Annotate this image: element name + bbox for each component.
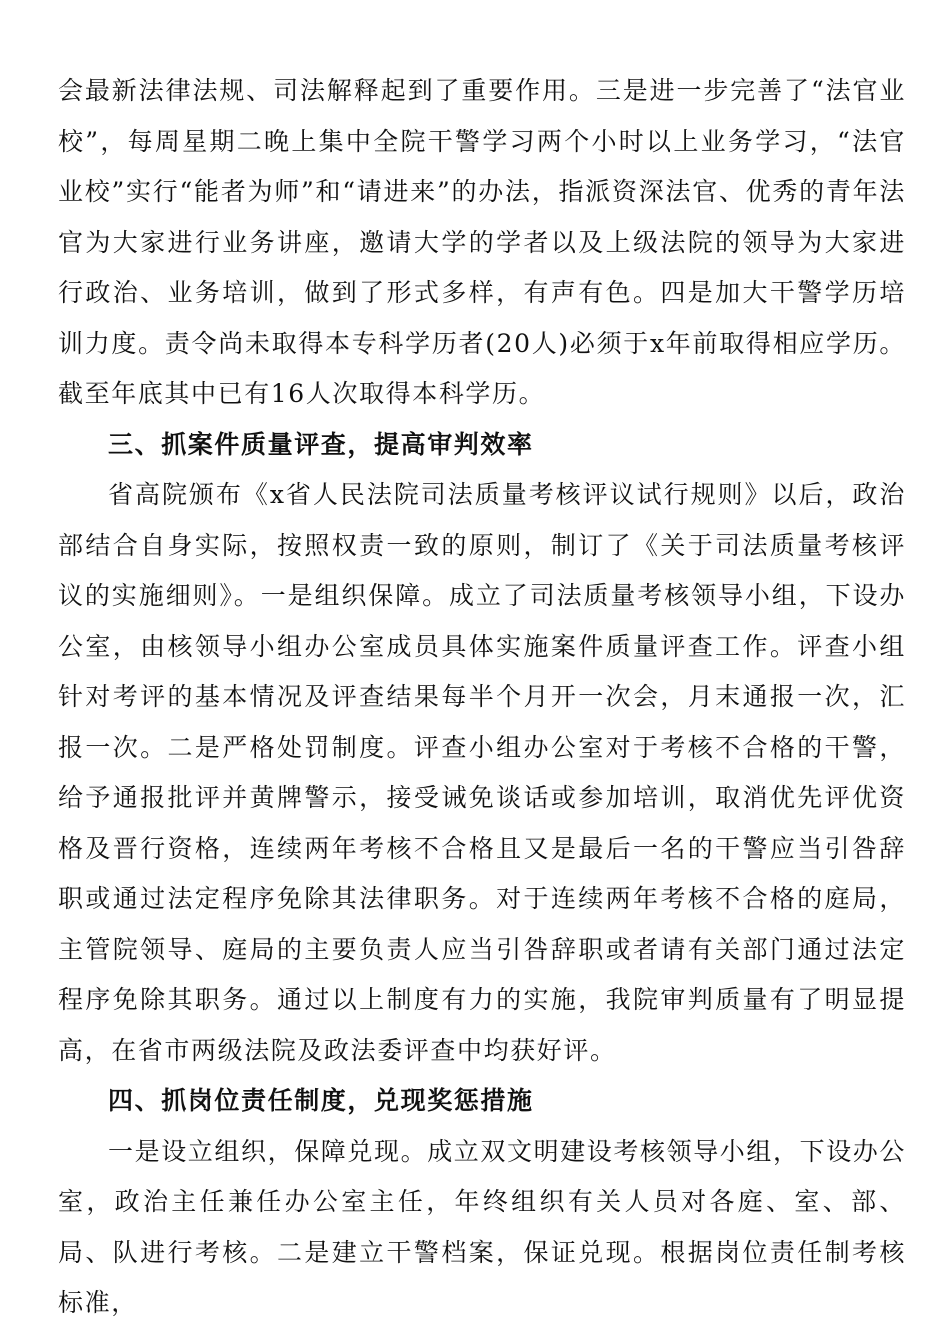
paragraph-continuation: 会最新法律法规、司法解释起到了重要作用。三是进一步完善了“法官业校”，每周星期二晚上集中全院干警学习两个小时以上业务学习，“法官业校”实行“能者为师”和“请进来”的办法，指派资深法官、优秀的青年法官为大家进行业务讲座，邀请大学的学者以及上级法院的领导为大家进行政治、业务培训，做到了形式多样，有声有色。四是加大干警学历培训力度。责令尚未取得本专科学历者(20人)必须于x年前取得相应学历。截至年底其中已有16人次取得本科学历。 — [58, 76, 906, 408]
paragraph-section-three: 省高院颁布《x省人民法院司法质量考核评议试行规则》以后，政治部结合自身实际，按照权责一致的原则，制订了《关于司法质量考核评议的实施细则》。一是组织保障。成立了司法质量考核领导小组，下设办公室，由核领导小组办公室成员具体实施案件质量评查工作。评查小组针对考评的基本情况及评查结果每半个月开一次会，月末通报一次，汇报一次。二是严格处罚制度。评查小组办公室对于考核不合格的干警，给予通报批评并黄牌警示，接受诫免谈话或参加培训，取消优先评优资格及晋行资格，连续两年考核不合格且又是最后一名的干警应当引咎辞职或通过法定程序免除其法律职务。对于连续两年考核不合格的庭局，主管院领导、庭局的主要负责人应当引咎辞职或者请有关部门通过法定程序免除其职务。通过以上制度有力的实施，我院审判质量有了明显提高，在省市两级法院及政法委评查中均获好评。 — [58, 480, 906, 1065]
section-heading-three: 三、抓案件质量评查，提高审判效率 — [108, 429, 534, 459]
paragraph-section-four: 一是设立组织，保障兑现。成立双文明建设考核领导小组，下设办公室，政治主任兼任办公室主任，年终组织有关人员对各庭、室、部、局、队进行考核。二是建立干警档案，保证兑现。根据岗位责任制考核标准， — [58, 1136, 907, 1317]
document-body — [58, 66, 906, 1329]
section-heading-four: 四、抓岗位责任制度，兑现奖惩措施 — [108, 1086, 534, 1115]
